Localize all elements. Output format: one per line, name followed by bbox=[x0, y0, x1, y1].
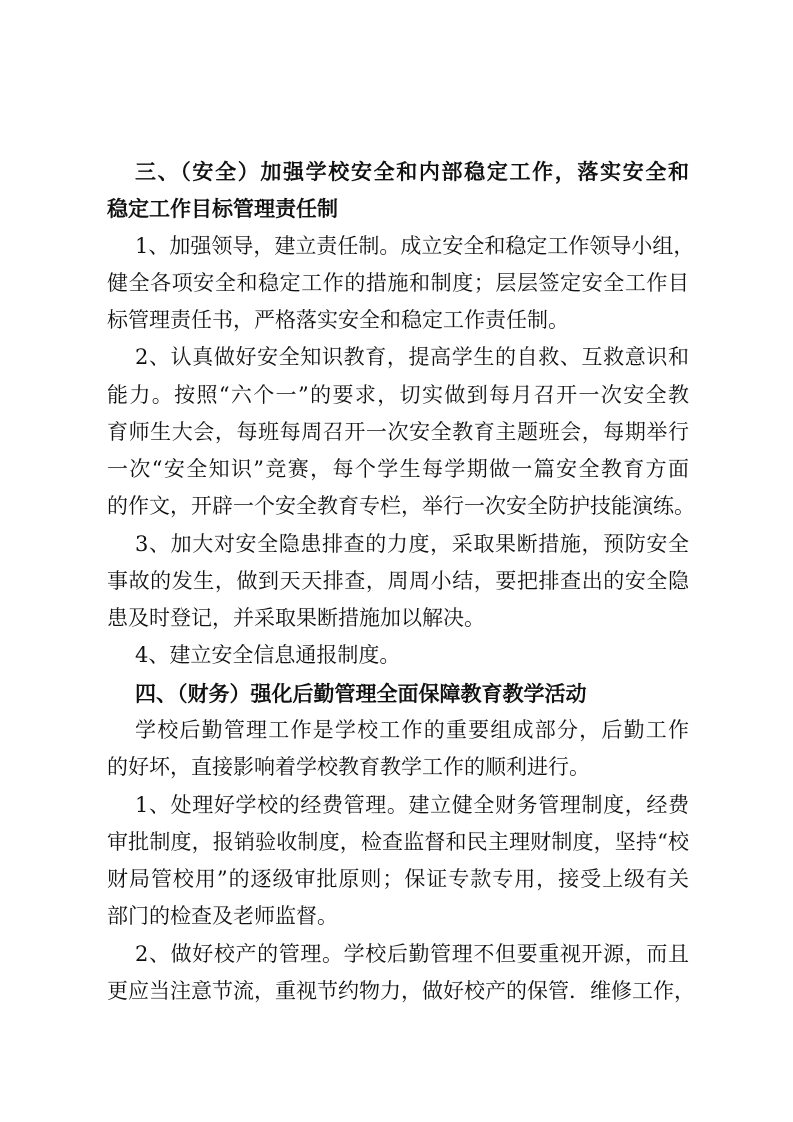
text-line: 2、做好校产的管理。学校后勤管理不但要重视开源，而且 bbox=[135, 941, 689, 966]
text-line: 审批制度，报销验收制度，检查监督和民主理财制度，坚持“校 bbox=[107, 829, 689, 854]
text-line: 更应当注意节流，重视节约物力，做好校产的保管．维修工作， bbox=[107, 978, 695, 1003]
text-line: 事故的发生，做到天天排查，周周小结，要把排查出的安全隐 bbox=[107, 568, 689, 593]
paragraph bbox=[107, 936, 695, 1011]
text-line: 学校后勤管理工作是学校工作的重要组成部分，后勤工作 bbox=[135, 717, 689, 742]
text-line: 的作文，开辟一个安全教育专栏，举行一次安全防护技能演练。 bbox=[107, 494, 695, 519]
paragraph bbox=[107, 637, 689, 674]
text-line: 3、加大对安全隐患排查的力度，采取果断措施，预防安全 bbox=[135, 531, 689, 556]
text-line: 1、处理好学校的经费管理。建立健全财务管理制度，经费 bbox=[135, 792, 689, 817]
paragraph bbox=[107, 712, 689, 787]
paragraph bbox=[107, 526, 689, 638]
text-line: 患及时登记，并采取果断措施加以解决。 bbox=[107, 606, 485, 631]
text-line: 稳定工作目标管理责任制 bbox=[107, 196, 338, 222]
document-body bbox=[107, 153, 695, 1010]
paragraph bbox=[107, 228, 695, 340]
text-line: 部门的检查及老师监督。 bbox=[107, 904, 338, 929]
text-line: 2、认真做好安全知识教育，提高学生的自救、互救意识和 bbox=[135, 345, 689, 370]
text-line: 财局管校用”的逐级审批原则；保证专款专用，接受上级有关 bbox=[107, 867, 689, 892]
text-line: 三、（安全）加强学校安全和内部稳定工作，落实安全和 bbox=[135, 159, 689, 184]
text-line: 能力。按照“六个一”的要求，切实做到每月召开一次安全教 bbox=[107, 382, 689, 407]
section-heading bbox=[107, 153, 689, 228]
section-heading bbox=[107, 675, 689, 712]
text-line: 1、加强领导，建立责任制。成立安全和稳定工作领导小组， bbox=[135, 233, 695, 258]
text-line: 4、建立安全信息通报制度。 bbox=[135, 643, 401, 668]
text-line: 一次“安全知识”竞赛，每个学生每学期做一篇安全教育方面 bbox=[107, 457, 689, 482]
text-line: 健全各项安全和稳定工作的措施和制度；层层签定安全工作目 bbox=[107, 270, 689, 295]
paragraph bbox=[107, 339, 695, 525]
text-line: 四、（财务）强化后勤管理全面保障教育教学活动 bbox=[135, 680, 587, 706]
paragraph bbox=[107, 787, 689, 936]
text-line: 标管理责任书，严格落实安全和稳定工作责任制。 bbox=[107, 308, 569, 333]
text-line: 的好坏，直接影响着学校教育教学工作的顺利进行。 bbox=[107, 755, 590, 780]
text-line: 育师生大会，每班每周召开一次安全教育主题班会，每期举行 bbox=[107, 419, 689, 444]
